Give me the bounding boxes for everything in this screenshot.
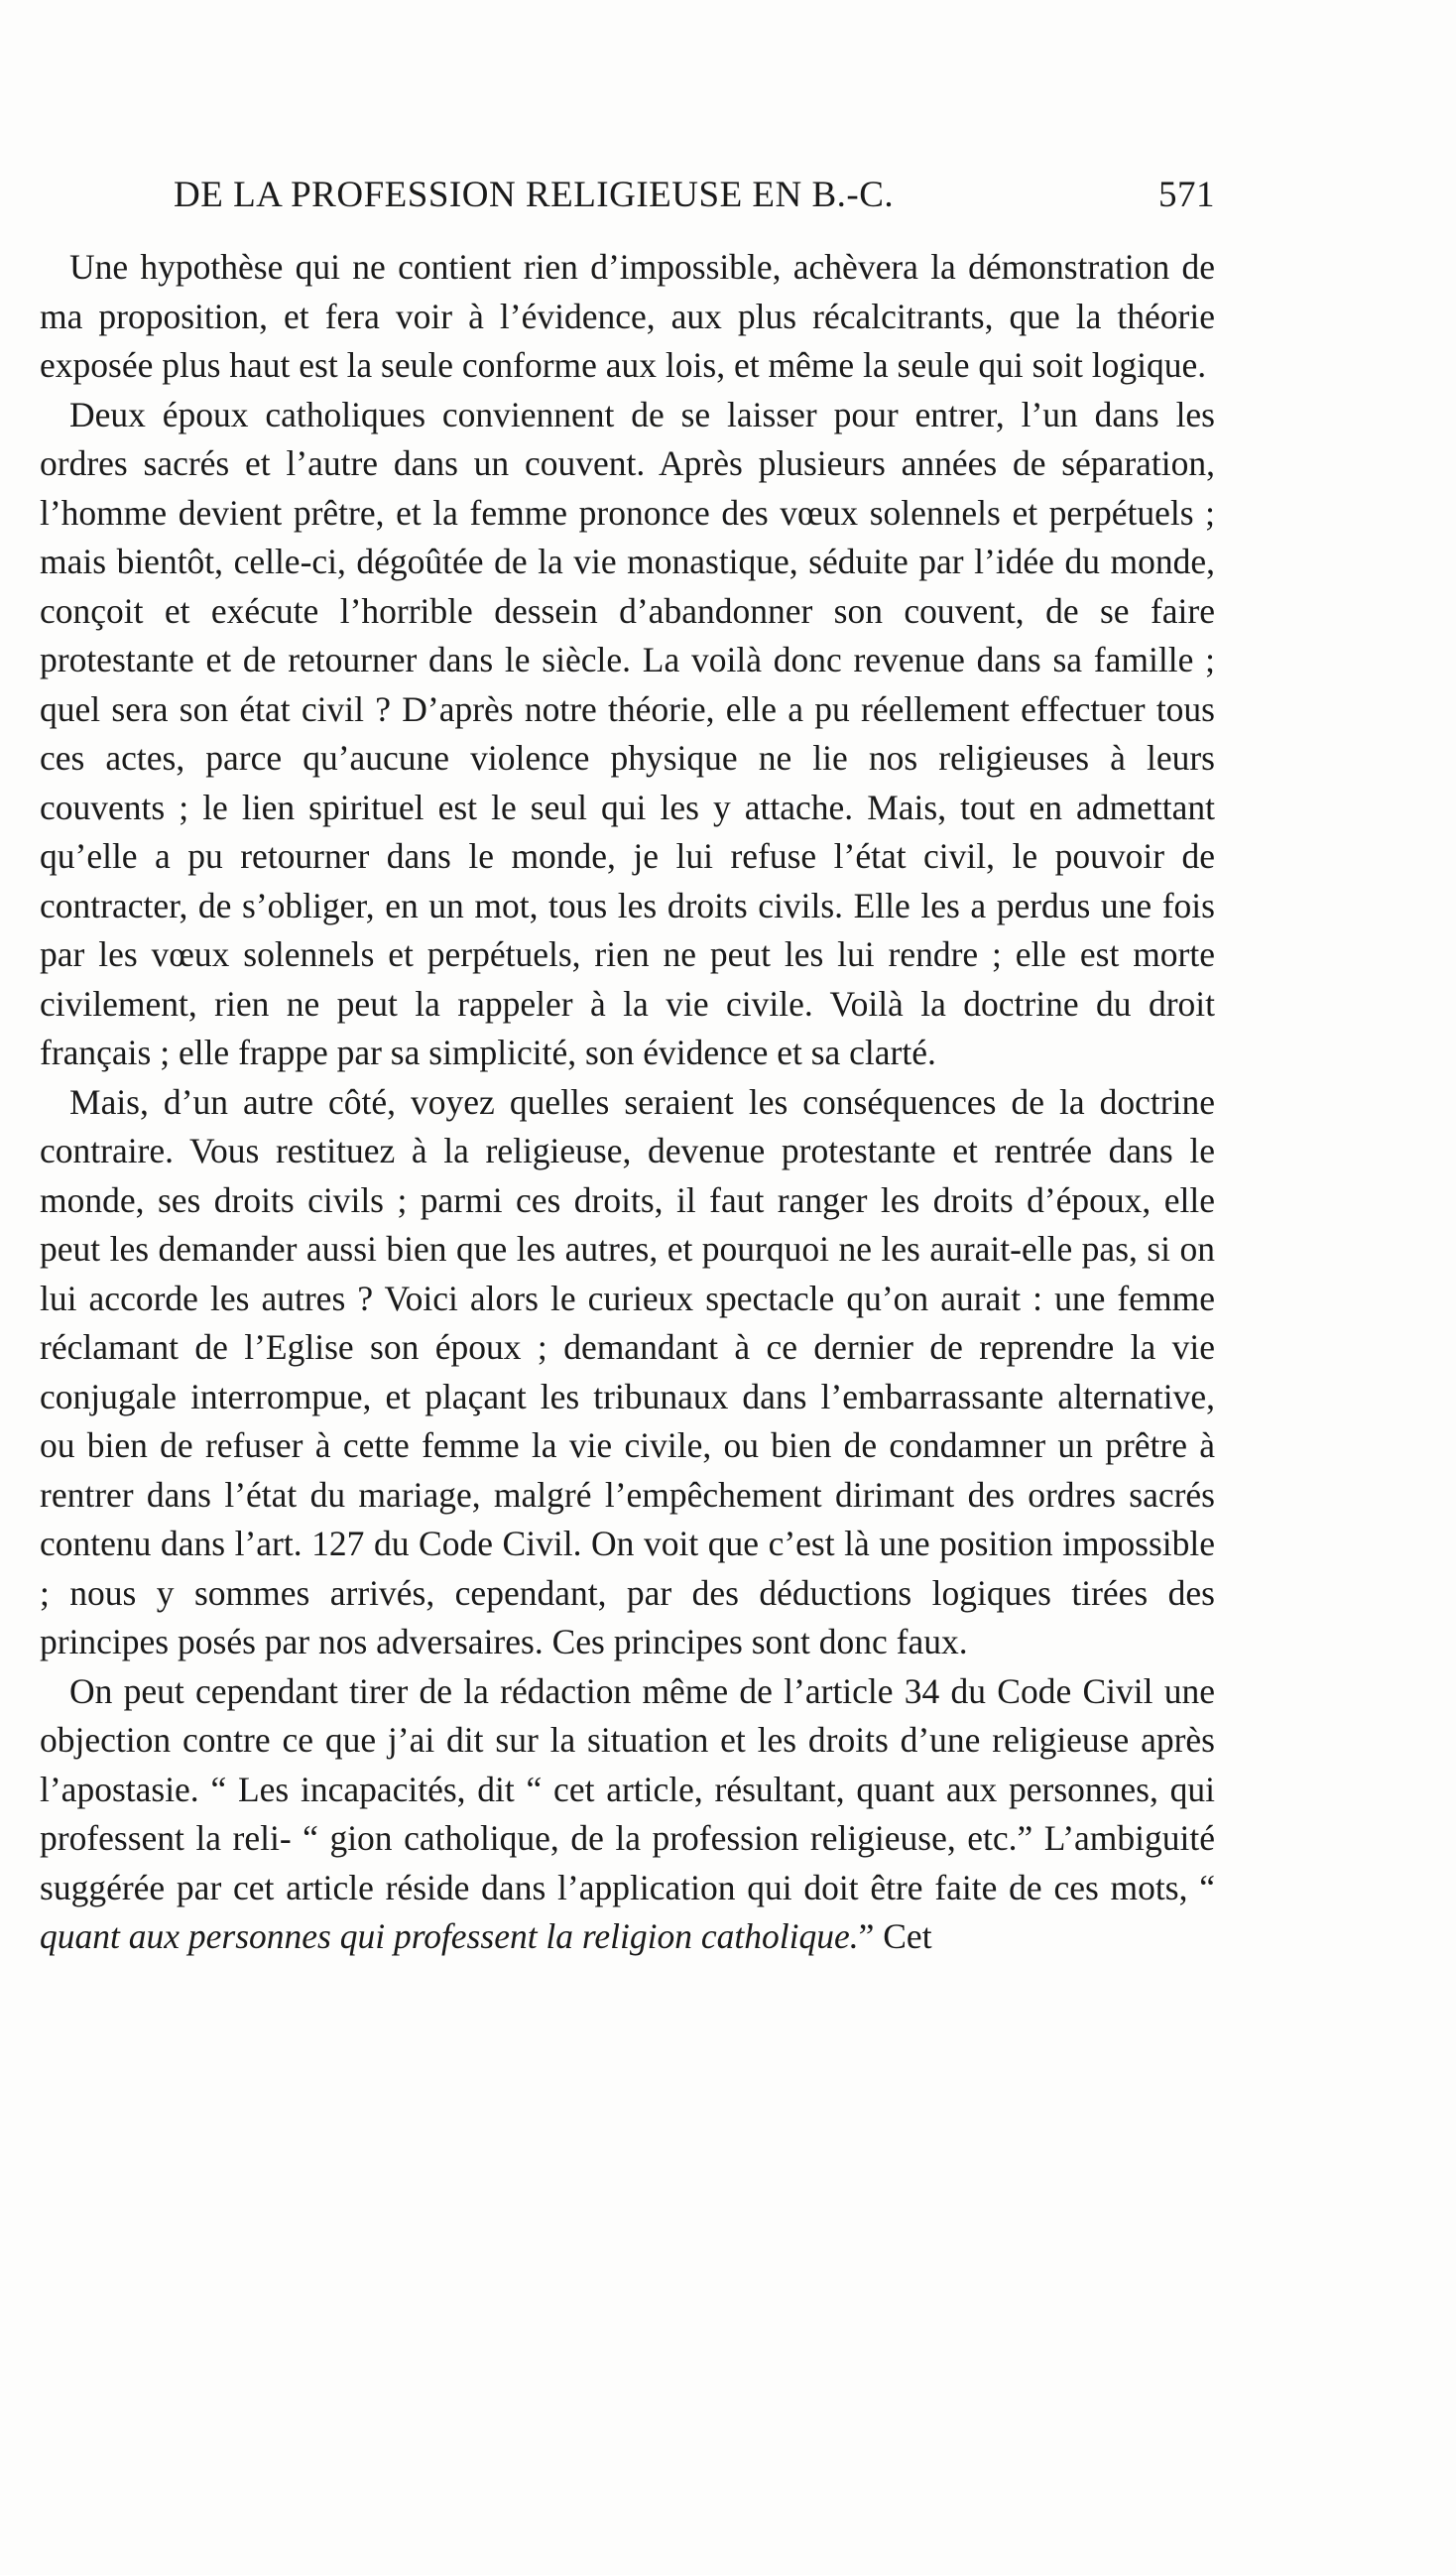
running-head — [174, 174, 1215, 223]
page-number: 571 — [1158, 175, 1215, 215]
paragraph-article-34-tail: ” Cet — [858, 1916, 932, 1956]
paragraph-article-34-text: On peut cependant tirer de la rédaction même de l’article 34 du Code Civil une objection contre ce que j’ai dit sur la situation et les droits d’une religieuse après l’apostasie. “ Les incapacités, dit “ cet article, résultant, quant aux personnes, qui professent la reli- “ gion catholique, de la profession religieuse, etc.” L’ambiguité suggérée par cet article réside dans l’application qui doit être faite de ces mots, “ — [40, 1670, 1215, 1907]
paragraph-article-34 — [40, 1667, 1215, 1962]
paragraph-two-spouses: Deux époux catholiques conviennent de se laisser pour entrer, l’un dans les ordres sacrés et l’autre dans un couvent. Après plusieurs années de séparation, l’homme devient prêtre, et la femme prononce des vœux solennels et perpétuels ; mais bientôt, celle-ci, dégoûtée de la vie monastique, séduite par l’idée du monde, conçoit et exécute l’horrible dessein d’abandonner son couvent, de se faire protestante et de retourner dans le siècle. La voilà donc revenue dans sa famille ; quel sera son état civil ? D’après notre théorie, elle a pu réellement effectuer tous ces actes, parce qu’aucune violence physique ne lie nos religieuses à leurs couvents ; le lien spirituel est le seul qui les y attache. Mais, tout en admettant qu’elle a pu retourner dans le monde, je lui refuse l’état civil, le pouvoir de contracter, de s’obliger, en un mot, tous les droits civils. Elle les a perdus une fois par les vœux solennels et perpétuels, rien ne peut les lui rendre ; elle est morte civilement, rien ne peut la rappeler à la vie civile. Voilà la doctrine du droit français ; elle frappe par sa simplicité, son évidence et sa clarté. — [40, 394, 1215, 1072]
paragraph-contrary-doctrine: Mais, d’un autre côté, voyez quelles seraient les conséquences de la doctrine contraire. Vous restituez à la religieuse, devenue protestante et rentrée dans le monde, ses droits civils ; parmi ces droits, il faut ranger les droits d’époux, elle peut les demander aussi bien que les autres, et pourquoi ne les aurait-elle pas, si on lui accorde les autres ? Voici alors le curieux spectacle qu’on aurait : une femme réclamant de l’Eglise son époux ; demandant à ce dernier de reprendre la vie conjugale interrompue, et plaçant les tribunaux dans l’embarrassante alternative, ou bien de refuser à cette femme la vie civile, ou bien de condamner un prêtre à rentrer dans l’état du mariage, malgré l’empêchement dirimant des ordres sacrés contenu dans l’art. 127 du Code Civil. On voit que c’est là une position impossible ; nous y sommes arrivés, cependant, par des déductions logiques tirées des principes posés par nos adversaires. Ces principes sont donc faux. — [40, 1081, 1215, 1661]
paragraph-article-34-quote: quant aux personnes qui professent la religion catholique. — [40, 1916, 859, 1956]
paragraph-hypothesis: Une hypothèse qui ne contient rien d’impossible, achèvera la démonstration de ma proposition, et fera voir à l’évidence, aux plus récalcitrants, que la théorie exposée plus haut est la seule conforme aux lois, et même la seule qui soit logique. — [40, 247, 1215, 385]
body-text — [40, 243, 1215, 1962]
running-title: DE LA PROFESSION RELIGIEUSE EN B.-C. — [174, 175, 895, 215]
